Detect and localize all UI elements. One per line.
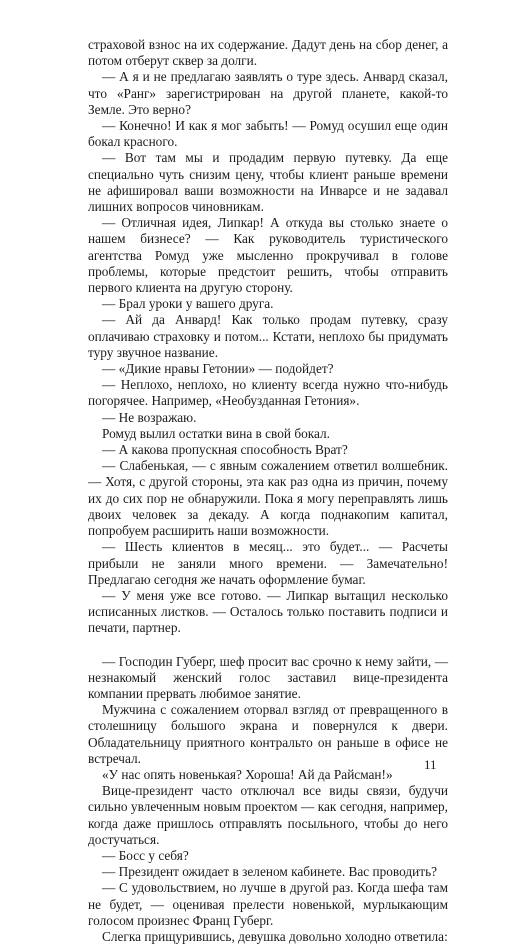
- paragraph: — Босс у себя?: [102, 847, 189, 863]
- paragraph: Слегка прищурившись, девушка довольно холодно ответила:: [102, 928, 448, 944]
- paragraph: — Отличная идея, Липкар! А откуда вы столько знаете о нашем бизнесе? — Как руководитель туристического агентства Ромуд уже мысленно прокручивал в голове проблемы, которые предстоит решить, чтобы отправить первого клиента на другую сторону.: [88, 215, 448, 296]
- paragraph: — Шесть клиентов в месяц... это будет... — Расчеты прибыли не заняли много времени. — Замечательно! Предлагаю сегодня же начать оформление бумаг.: [88, 539, 448, 587]
- paragraph: — С удовольствием, но лучше в другой раз. Когда шефа там не будет, — оценивая прелести новенькой, мурлыкающим голосом произнес Франц Губерг.: [88, 880, 448, 928]
- paragraph: — Слабенькая, — с явным сожалением ответил волшебник. — Хотя, с другой стороны, эта как раз одна из причин, почему их до сих пор не обнаружили. Пока я могу переправлять лишь двоих человек за декаду. А когда поднакопим капитал, попробуем расширить наши возможности.: [88, 458, 448, 539]
- paragraph: страховой взнос на их содержание. Дадут день на сбор денег, а потом отберут сквер за долги.: [88, 37, 448, 69]
- page-body: [88, 37, 448, 945]
- paragraph: — «Дикие нравы Гетонии» — подойдет?: [102, 361, 334, 377]
- paragraph: — А какова пропускная способность Врат?: [102, 442, 348, 458]
- paragraph: — Ай да Анвард! Как только продам путевку, сразу оплачиваю страховку и потом... Кстати, неплохо бы придумать туру звучное название.: [88, 312, 448, 360]
- paragraph: — Брал уроки у вашего друга.: [102, 296, 274, 312]
- paragraph: — Неплохо, неплохо, но клиенту всегда нужно что-нибудь погорячее. Например, «Необузданная Гетония».: [88, 377, 448, 409]
- paragraph: — Президент ожидает в зеленом кабинете. Вас проводить?: [102, 864, 438, 880]
- paragraph: — У меня уже все готово. — Липкар вытащил несколько исписанных листков. — Осталось только поставить подписи и печати, партнер.: [88, 587, 448, 636]
- paragraph: — Господин Губерг, шеф просит вас срочно к нему зайти, — незнакомый женский голос заставил вице-президента компании прервать любимое занятие.: [88, 653, 448, 701]
- paragraph: — Конечно! И как я мог забыть! — Ромуд осушил еще один бокал красного.: [88, 118, 448, 150]
- paragraph: Вице-президент часто отключал все виды связи, будучи сильно увлеченным новым проектом — как сегодня, например, когда даже пришлось отправлять посыльного, чтобы до него достучаться.: [88, 783, 448, 847]
- paragraph: — Вот там мы и продадим первую путевку. Да еще специально чуть снизим цену, чтобы клиент раньше времени не афишировал ваши возможности на Инварсе и не задавал лишних вопросов чиновникам.: [88, 150, 448, 215]
- paragraph: «У нас опять новенькая? Хороша! Ай да Райсман!»: [102, 766, 393, 782]
- section-break: [88, 637, 448, 654]
- page-number: 11: [424, 757, 437, 772]
- paragraph: — А я и не предлагаю заявлять о туре здесь. Анвард сказал, что «Ранг» зарегистрирован на другой планете, какой-то Земле. Это верно?: [88, 69, 448, 117]
- paragraph: — Не возражаю.: [102, 409, 197, 425]
- paragraph: Мужчина с сожалением оторвал взгляд от превращенного в столешницу большого экрана и повернулся к двери. Обладательницу приятного контральто он раньше в офисе не встречал.: [88, 702, 448, 766]
- paragraph: Ромуд вылил остатки вина в свой бокал.: [102, 425, 330, 441]
